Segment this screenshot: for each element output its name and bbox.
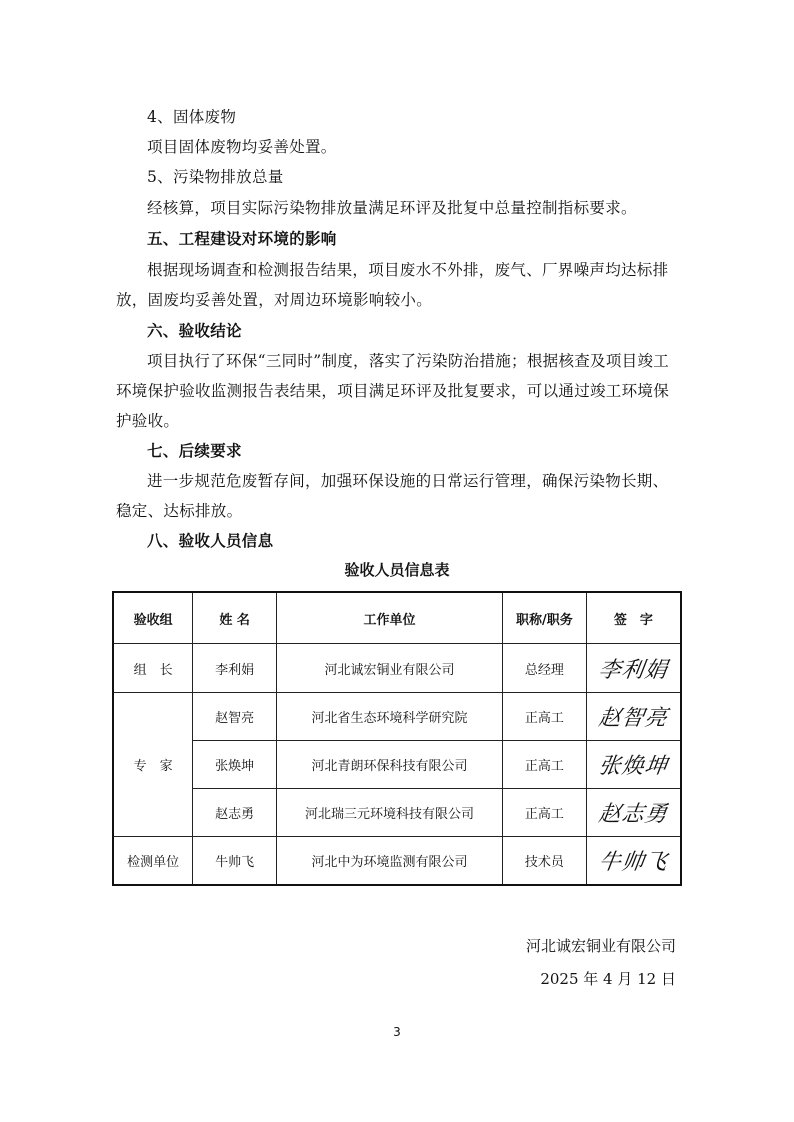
person-unit: 河北中为环境监测有限公司 [276,837,502,886]
table-row [113,693,681,741]
group-leader: 组 长 [113,644,193,693]
section-six-line2: 环境保护验收监测报告表结果，项目满足环评及批复要求，可以通过竣工环境保 [116,382,670,400]
table-row [113,789,681,837]
signature-cell [586,789,681,837]
person-unit: 河北诚宏铜业有限公司 [276,644,502,693]
signature-cell [586,693,681,741]
section-eight-title: 八、验收人员信息 [147,531,274,550]
header-name: 姓 名 [193,592,277,644]
header-title: 职称/职务 [503,592,587,644]
s5-title: 5、污染物排放总量 [147,168,284,186]
person-title: 总经理 [503,644,587,693]
handwritten-signature: 赵智亮 [596,706,670,731]
signature-cell [586,837,681,886]
table-row [113,741,681,789]
personnel-table [112,591,682,886]
table-header-row [113,592,681,644]
table-row [113,837,681,886]
person-title: 正高工 [503,693,587,741]
s5-body: 经核算，项目实际污染物排放量满足环评及批复中总量控制指标要求。 [147,199,637,217]
header-signature: 签 字 [586,592,681,644]
person-name: 赵志勇 [193,789,277,837]
section-six-line3: 护验收。 [116,412,180,430]
group-monitor: 检测单位 [113,837,193,886]
handwritten-signature: 牛帅飞 [596,850,670,875]
section-six-line1: 项目执行了环保“三同时”制度，落实了污染防治措施；根据核查及项目竣工 [147,352,670,370]
person-title: 正高工 [503,741,587,789]
signature-cell [586,644,681,693]
person-unit: 河北省生态环境科学研究院 [276,693,502,741]
header-unit: 工作单位 [276,592,502,644]
person-title: 正高工 [503,789,587,837]
header-group: 验收组 [113,592,193,644]
section-six-title: 六、验收结论 [147,321,242,340]
person-name: 张焕坤 [193,741,277,789]
s4-title: 4、固体废物 [147,108,237,126]
table-row [113,644,681,693]
person-unit: 河北瑞三元环境科技有限公司 [276,789,502,837]
section-seven-line1: 进一步规范危废暂存间，加强环保设施的日常运行管理，确保污染物长期、 [147,472,669,490]
signature-cell [586,741,681,789]
handwritten-signature: 张焕坤 [596,754,670,779]
group-experts: 专 家 [113,693,193,837]
person-title: 技术员 [503,837,587,886]
page-number: 3 [393,1025,401,1039]
section-five-line2: 放，固废均妥善处置，对周边环境影响较小。 [116,291,433,309]
s4-body: 项目固体废物均妥善处置。 [147,138,337,156]
footer-date: 2025 年 4 月 12 日 [540,970,676,988]
handwritten-signature: 赵志勇 [596,802,670,827]
section-seven-title: 七、后续要求 [147,441,242,460]
table-title: 验收人员信息表 [344,561,450,579]
section-five-title: 五、工程建设对环境的影响 [147,229,337,248]
person-name: 赵智亮 [193,693,277,741]
person-name: 牛帅飞 [193,837,277,886]
person-name: 李利娟 [193,644,277,693]
footer-company: 河北诚宏铜业有限公司 [525,937,676,955]
person-unit: 河北青朗环保科技有限公司 [276,741,502,789]
section-five-line1: 根据现场调查和检测报告结果，项目废水不外排，废气、厂界噪声均达标排 [147,261,669,279]
handwritten-signature: 李利娟 [596,657,670,683]
section-seven-line2: 稳定、达标排放。 [116,502,243,520]
